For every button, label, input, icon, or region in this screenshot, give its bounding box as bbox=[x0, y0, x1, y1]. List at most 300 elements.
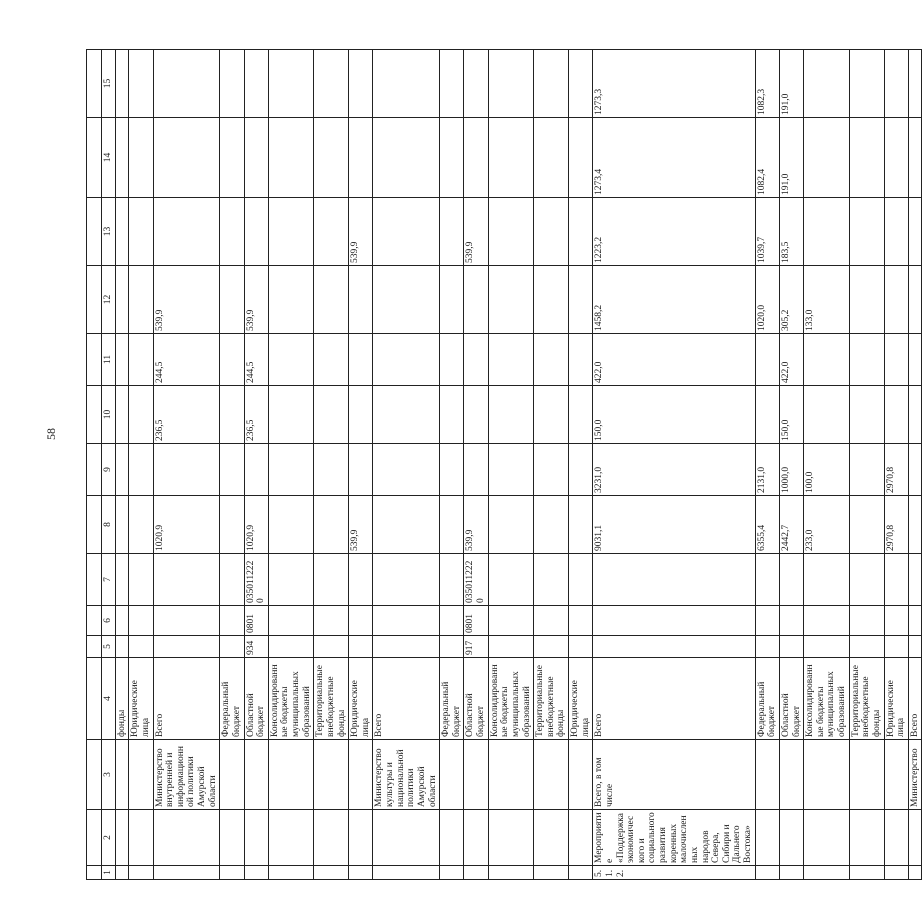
table-cell bbox=[569, 866, 593, 880]
table-cell bbox=[884, 810, 908, 866]
table-cell bbox=[464, 50, 488, 118]
table-cell: 1458,2 bbox=[593, 266, 755, 334]
table-cell bbox=[153, 444, 220, 496]
table-cell: Областной бюджет bbox=[779, 658, 803, 740]
table-cell bbox=[220, 866, 244, 880]
table-cell bbox=[804, 636, 850, 658]
column-number-cell: 4 bbox=[102, 658, 116, 740]
table-cell bbox=[849, 866, 884, 880]
column-number-cell: 10 bbox=[102, 386, 116, 444]
table-cell bbox=[534, 334, 569, 386]
table-cell bbox=[440, 866, 464, 880]
table-cell bbox=[779, 866, 803, 880]
table-cell: 183,5 bbox=[779, 198, 803, 266]
table-cell: 305,2 bbox=[779, 266, 803, 334]
document-table-wrapper bbox=[86, 50, 920, 880]
table-cell: 0801 bbox=[464, 606, 488, 636]
table-cell bbox=[534, 118, 569, 198]
table-cell bbox=[804, 334, 850, 386]
table-cell bbox=[373, 198, 440, 266]
table-cell: 1082,4 bbox=[755, 118, 779, 198]
column-number-row bbox=[102, 50, 116, 880]
column-number-cell: 9 bbox=[102, 444, 116, 496]
table-cell bbox=[593, 636, 755, 658]
table-cell bbox=[115, 198, 129, 266]
table-cell bbox=[373, 496, 440, 554]
table-cell bbox=[755, 606, 779, 636]
table-cell bbox=[884, 866, 908, 880]
table-cell bbox=[268, 554, 314, 606]
table-cell bbox=[268, 866, 314, 880]
table-cell bbox=[115, 810, 129, 866]
table-cell: Министерство культуры и национальной политики Амурской области bbox=[373, 740, 440, 810]
table-cell bbox=[349, 636, 373, 658]
table-cell bbox=[373, 118, 440, 198]
table-cell: Всего bbox=[593, 658, 755, 740]
table-cell bbox=[268, 118, 314, 198]
table-cell bbox=[908, 386, 922, 444]
table-cell bbox=[464, 810, 488, 866]
table-cell bbox=[569, 636, 593, 658]
table-cell bbox=[488, 444, 534, 496]
table-cell: 233,0 bbox=[804, 496, 850, 554]
table-cell bbox=[534, 496, 569, 554]
table-cell bbox=[115, 266, 129, 334]
table-cell bbox=[440, 386, 464, 444]
table-row bbox=[804, 50, 850, 880]
table-cell bbox=[314, 266, 349, 334]
table-cell bbox=[488, 118, 534, 198]
table-cell bbox=[534, 810, 569, 866]
table-cell bbox=[779, 554, 803, 606]
table-cell bbox=[908, 198, 922, 266]
table-cell bbox=[115, 740, 129, 810]
table-cell: Юридические лица bbox=[884, 658, 908, 740]
table-cell: Областной бюджет bbox=[464, 658, 488, 740]
table-cell bbox=[884, 636, 908, 658]
table-cell bbox=[244, 198, 268, 266]
table-cell: 2970,8 bbox=[884, 444, 908, 496]
table-cell bbox=[268, 740, 314, 810]
table-cell: 1039,7 bbox=[755, 198, 779, 266]
table-cell bbox=[440, 606, 464, 636]
table-cell bbox=[779, 636, 803, 658]
table-cell bbox=[908, 866, 922, 880]
table-cell: 1273,4 bbox=[593, 118, 755, 198]
table-cell: 191,0 bbox=[779, 118, 803, 198]
table-row bbox=[593, 50, 755, 880]
table-cell bbox=[908, 606, 922, 636]
table-cell bbox=[569, 334, 593, 386]
table-cell bbox=[153, 50, 220, 118]
table-cell: Юридические лица bbox=[129, 658, 153, 740]
table-cell bbox=[755, 334, 779, 386]
table-cell: Федеральный бюджет bbox=[755, 658, 779, 740]
table-cell bbox=[373, 554, 440, 606]
table-cell bbox=[440, 266, 464, 334]
table-cell: Федеральный бюджет bbox=[440, 658, 464, 740]
table-cell: 236,5 bbox=[153, 386, 220, 444]
table-cell bbox=[314, 50, 349, 118]
table-cell: 422,0 bbox=[593, 334, 755, 386]
table-cell bbox=[534, 866, 569, 880]
table-cell bbox=[373, 810, 440, 866]
table-cell bbox=[129, 636, 153, 658]
table-cell: 539,9 bbox=[349, 496, 373, 554]
table-cell bbox=[569, 266, 593, 334]
column-number-cell: 5 bbox=[102, 636, 116, 658]
table-cell bbox=[129, 444, 153, 496]
table-row bbox=[464, 50, 488, 880]
table-cell bbox=[115, 444, 129, 496]
table-cell bbox=[464, 266, 488, 334]
table-cell bbox=[244, 444, 268, 496]
table-cell: фонды bbox=[115, 658, 129, 740]
table-cell: 150,0 bbox=[593, 386, 755, 444]
table-cell bbox=[569, 740, 593, 810]
table-cell bbox=[129, 496, 153, 554]
table-cell bbox=[153, 606, 220, 636]
table-cell: 1223,2 bbox=[593, 198, 755, 266]
table-cell: 1020,0 bbox=[755, 266, 779, 334]
table-row bbox=[220, 50, 244, 880]
table-cell bbox=[884, 334, 908, 386]
table-cell bbox=[129, 810, 153, 866]
table-cell bbox=[153, 636, 220, 658]
table-cell bbox=[569, 810, 593, 866]
table-cell bbox=[804, 554, 850, 606]
table-cell bbox=[804, 198, 850, 266]
column-number-cell: 13 bbox=[102, 198, 116, 266]
table-cell bbox=[804, 740, 850, 810]
table-cell bbox=[129, 554, 153, 606]
table-cell: Юридические лица bbox=[349, 658, 373, 740]
table-cell bbox=[244, 866, 268, 880]
table-cell bbox=[115, 386, 129, 444]
table-cell bbox=[244, 118, 268, 198]
table-cell bbox=[534, 386, 569, 444]
table-row bbox=[244, 50, 268, 880]
table-cell bbox=[153, 866, 220, 880]
table-cell bbox=[129, 386, 153, 444]
table-cell bbox=[908, 554, 922, 606]
table-cell bbox=[569, 386, 593, 444]
table-cell: Всего bbox=[153, 658, 220, 740]
column-number-cell: 15 bbox=[102, 50, 116, 118]
table-cell bbox=[220, 740, 244, 810]
table-cell bbox=[349, 866, 373, 880]
table-cell bbox=[220, 118, 244, 198]
table-cell bbox=[849, 606, 884, 636]
table-cell bbox=[464, 740, 488, 810]
table-row bbox=[153, 50, 220, 880]
table-cell bbox=[440, 496, 464, 554]
column-number-cell: 14 bbox=[102, 118, 116, 198]
table-row bbox=[884, 50, 908, 880]
table-cell bbox=[884, 386, 908, 444]
table-cell bbox=[220, 334, 244, 386]
table-cell bbox=[849, 118, 884, 198]
table-cell bbox=[488, 554, 534, 606]
table-cell bbox=[804, 810, 850, 866]
table-cell: 0350112220 bbox=[464, 554, 488, 606]
column-number-cell: 6 bbox=[102, 606, 116, 636]
table-cell bbox=[488, 50, 534, 118]
table-cell bbox=[220, 198, 244, 266]
table-cell bbox=[884, 740, 908, 810]
table-cell bbox=[349, 334, 373, 386]
table-cell bbox=[115, 50, 129, 118]
table-cell bbox=[220, 386, 244, 444]
table-cell bbox=[488, 740, 534, 810]
table-cell bbox=[115, 866, 129, 880]
table-cell bbox=[129, 866, 153, 880]
table-cell: 539,9 bbox=[349, 198, 373, 266]
table-cell bbox=[464, 334, 488, 386]
table-cell: Мероприятие «Поддержка экономического и социального развития коренных малочисленных народов Севера, Сибири и Дальнего Востока» bbox=[593, 810, 755, 866]
table-cell: 100,0 bbox=[804, 444, 850, 496]
table-cell bbox=[440, 636, 464, 658]
table-cell: Территориальные внебюджетные фонды bbox=[849, 658, 884, 740]
table-cell: Всего bbox=[373, 658, 440, 740]
table-cell: Консолидированные бюджеты муниципальных образований bbox=[488, 658, 534, 740]
table-cell bbox=[314, 636, 349, 658]
table-cell bbox=[440, 50, 464, 118]
table-cell bbox=[849, 496, 884, 554]
table-cell bbox=[373, 636, 440, 658]
table-cell bbox=[779, 740, 803, 810]
table-cell bbox=[908, 334, 922, 386]
table-cell bbox=[373, 866, 440, 880]
table-cell bbox=[373, 50, 440, 118]
header-blank-row bbox=[87, 50, 102, 880]
table-cell bbox=[849, 266, 884, 334]
table-cell: 1082,3 bbox=[755, 50, 779, 118]
table-cell bbox=[220, 496, 244, 554]
table-cell bbox=[440, 554, 464, 606]
table-cell bbox=[440, 334, 464, 386]
table-cell bbox=[314, 334, 349, 386]
table-cell bbox=[849, 334, 884, 386]
table-cell bbox=[569, 50, 593, 118]
table-cell bbox=[314, 444, 349, 496]
table-cell bbox=[488, 810, 534, 866]
table-cell bbox=[884, 606, 908, 636]
table-row bbox=[779, 50, 803, 880]
table-row bbox=[488, 50, 534, 880]
table-cell: 9031,1 bbox=[593, 496, 755, 554]
table-cell bbox=[534, 636, 569, 658]
table-cell bbox=[779, 606, 803, 636]
table-cell bbox=[569, 118, 593, 198]
table-cell: 2970,8 bbox=[884, 496, 908, 554]
table-cell bbox=[153, 810, 220, 866]
table-cell bbox=[314, 118, 349, 198]
table-cell bbox=[349, 740, 373, 810]
table-cell: 1273,3 bbox=[593, 50, 755, 118]
table-cell bbox=[373, 606, 440, 636]
table-cell bbox=[314, 496, 349, 554]
table-row bbox=[534, 50, 569, 880]
table-cell bbox=[268, 496, 314, 554]
table-cell bbox=[488, 334, 534, 386]
table-cell bbox=[220, 606, 244, 636]
table-cell bbox=[268, 636, 314, 658]
table-cell: 539,9 bbox=[464, 198, 488, 266]
table-cell bbox=[220, 50, 244, 118]
table-cell bbox=[849, 810, 884, 866]
table-cell bbox=[804, 50, 850, 118]
table-cell bbox=[373, 444, 440, 496]
table-cell bbox=[534, 444, 569, 496]
table-cell bbox=[849, 386, 884, 444]
table-cell bbox=[534, 50, 569, 118]
table-cell bbox=[908, 50, 922, 118]
table-cell: 6355,4 bbox=[755, 496, 779, 554]
table-cell bbox=[220, 554, 244, 606]
column-number-cell: 1 bbox=[102, 866, 116, 880]
table-cell bbox=[534, 740, 569, 810]
table-cell: Территориальные внебюджетные фонды bbox=[534, 658, 569, 740]
table-cell bbox=[440, 740, 464, 810]
table-row bbox=[373, 50, 440, 880]
table-cell: 150,0 bbox=[779, 386, 803, 444]
table-cell: 539,9 bbox=[244, 266, 268, 334]
table-cell bbox=[593, 606, 755, 636]
table-cell bbox=[534, 266, 569, 334]
table-cell bbox=[314, 866, 349, 880]
table-cell bbox=[884, 118, 908, 198]
column-number-cell: 12 bbox=[102, 266, 116, 334]
table-cell bbox=[129, 334, 153, 386]
table-cell bbox=[569, 444, 593, 496]
table-cell: Консолидированные бюджеты муниципальных образований bbox=[268, 658, 314, 740]
table-cell bbox=[268, 606, 314, 636]
table-cell bbox=[884, 198, 908, 266]
table-cell: Министерство bbox=[908, 740, 922, 810]
table-cell bbox=[488, 266, 534, 334]
table-cell bbox=[464, 118, 488, 198]
table-cell bbox=[804, 386, 850, 444]
table-row bbox=[129, 50, 153, 880]
table-cell bbox=[779, 810, 803, 866]
table-cell bbox=[534, 606, 569, 636]
table-cell bbox=[129, 606, 153, 636]
table-cell bbox=[268, 50, 314, 118]
table-cell bbox=[488, 386, 534, 444]
table-cell: 917 bbox=[464, 636, 488, 658]
table-cell: 0801 bbox=[244, 606, 268, 636]
table-cell bbox=[349, 386, 373, 444]
table-cell bbox=[268, 334, 314, 386]
table-cell: 5.1.2. bbox=[593, 866, 755, 880]
table-cell bbox=[153, 198, 220, 266]
table-cell bbox=[908, 266, 922, 334]
table-cell bbox=[220, 810, 244, 866]
table-cell: Всего bbox=[908, 658, 922, 740]
table-cell bbox=[755, 386, 779, 444]
table-cell bbox=[569, 198, 593, 266]
table-cell bbox=[464, 444, 488, 496]
table-row bbox=[440, 50, 464, 880]
table-cell bbox=[268, 198, 314, 266]
table-cell bbox=[804, 606, 850, 636]
table-cell bbox=[129, 740, 153, 810]
table-cell bbox=[593, 554, 755, 606]
table-cell bbox=[244, 810, 268, 866]
table-cell bbox=[349, 50, 373, 118]
table-cell bbox=[268, 444, 314, 496]
table-cell bbox=[314, 606, 349, 636]
table-cell bbox=[220, 266, 244, 334]
table-cell bbox=[115, 118, 129, 198]
table-cell: Областной бюджет bbox=[244, 658, 268, 740]
table-cell: 236,5 bbox=[244, 386, 268, 444]
table-cell: 539,9 bbox=[153, 266, 220, 334]
table-cell: 3231,0 bbox=[593, 444, 755, 496]
table-cell bbox=[804, 866, 850, 880]
table-cell: 0350112220 bbox=[244, 554, 268, 606]
table-cell: 934 bbox=[244, 636, 268, 658]
table-cell: 1020,9 bbox=[244, 496, 268, 554]
column-number-cell: 2 bbox=[102, 810, 116, 866]
table-cell bbox=[440, 118, 464, 198]
table-cell bbox=[849, 636, 884, 658]
table-cell bbox=[908, 118, 922, 198]
table-cell bbox=[220, 444, 244, 496]
column-number-cell: 3 bbox=[102, 740, 116, 810]
table-cell bbox=[534, 198, 569, 266]
table-cell: Консолидированные бюджеты муниципальных образований bbox=[804, 658, 850, 740]
table-cell: 1020,9 bbox=[153, 496, 220, 554]
table-cell bbox=[373, 334, 440, 386]
table-cell bbox=[569, 606, 593, 636]
table-cell bbox=[884, 554, 908, 606]
table-cell: Всего, в том числе bbox=[593, 740, 755, 810]
table-cell: 133,0 bbox=[804, 266, 850, 334]
table-cell bbox=[488, 636, 534, 658]
table-cell: 244,5 bbox=[244, 334, 268, 386]
table-row bbox=[268, 50, 314, 880]
table-cell bbox=[884, 50, 908, 118]
table-cell bbox=[115, 606, 129, 636]
table-cell bbox=[755, 810, 779, 866]
table-cell bbox=[349, 606, 373, 636]
table-cell bbox=[153, 118, 220, 198]
table-cell bbox=[569, 496, 593, 554]
table-cell bbox=[153, 554, 220, 606]
table-cell bbox=[440, 444, 464, 496]
table-cell bbox=[488, 866, 534, 880]
table-row bbox=[349, 50, 373, 880]
table-cell bbox=[488, 198, 534, 266]
table-row bbox=[314, 50, 349, 880]
table-cell bbox=[129, 266, 153, 334]
table-cell bbox=[115, 554, 129, 606]
table-cell bbox=[464, 866, 488, 880]
table-cell bbox=[755, 740, 779, 810]
table-cell bbox=[534, 554, 569, 606]
table-row bbox=[908, 50, 922, 880]
table-body bbox=[115, 50, 922, 880]
page-number: 58 bbox=[44, 428, 58, 440]
table-cell bbox=[115, 636, 129, 658]
table-cell bbox=[755, 866, 779, 880]
table-cell bbox=[908, 444, 922, 496]
table-cell bbox=[115, 496, 129, 554]
table-cell: Федеральный бюджет bbox=[220, 658, 244, 740]
table-cell: 244,5 bbox=[153, 334, 220, 386]
